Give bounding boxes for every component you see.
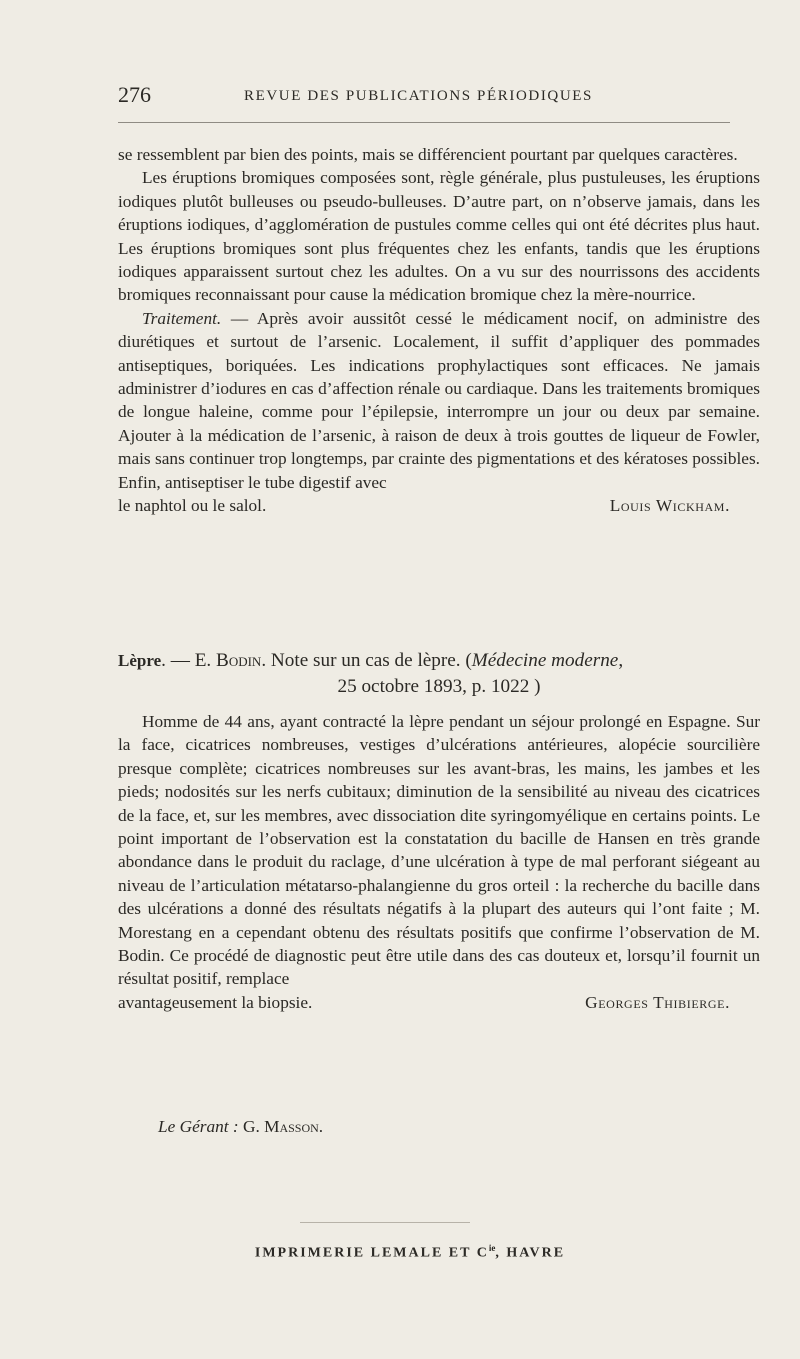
section-leprosy-case: [118, 710, 760, 1014]
case-last-line: avantageusement la biopsie.: [118, 992, 313, 1012]
gerant-label: Le Gérant :: [158, 1117, 239, 1136]
section-bromide-review: [118, 143, 760, 518]
page-header: [118, 82, 648, 112]
treatment-label: Traitement.: [142, 308, 222, 328]
article-title: . Note sur un cas de lèpre. (: [261, 650, 472, 671]
treatment-last-line: le naphtol ou le salol.: [118, 496, 267, 516]
gerant-name: G. Masson.: [238, 1117, 324, 1136]
article-author: Bodin: [216, 650, 262, 671]
article-dash: . — E.: [161, 650, 217, 671]
signature-line-1: [118, 494, 760, 517]
gerant-line: [158, 1117, 323, 1137]
page-number: 276: [118, 82, 151, 107]
article-date: 25 octobre 1893, p. 1022 ): [337, 676, 541, 697]
article-topic: Lèpre: [118, 651, 162, 670]
paragraph-treatment: [118, 307, 760, 494]
printer-name: IMPRIMERIE LEMALE ET C: [254, 1245, 489, 1261]
printer-sup: ie: [488, 1243, 496, 1253]
article-journal: Médecine moderne: [471, 650, 619, 671]
signature-wickham: Louis Wickham.: [609, 496, 730, 516]
footer-rule: [300, 1222, 470, 1223]
paragraph-continuation: se ressemblent par bien des points, mais se différencient pourtant par quelques caractères.: [118, 145, 738, 164]
signature-line-2: [118, 991, 760, 1014]
article-title-end: ,: [618, 650, 624, 671]
article-heading: [118, 648, 760, 700]
signature-thibierge: Georges Thibierge.: [585, 992, 730, 1012]
paragraph-eruptions: Les éruptions bromiques composées sont, règle générale, plus pustuleuses, les éruptions iodiques plutôt bulleuses ou pseudo-bulleuses. D’autre part, on n’observe jamais, dans les éruptions iodiques, d’agglomération de pustules comme celles qui ont été décrites plus haut. Les éruptions bromiques sont plus fréquentes chez les enfants, tandis que les éruptions iodiques apparaissent surtout chez les adultes. On a vu sur des nourrissons des accidents bromiques reconnaissant pour cause la médication bromique chez la mère-nourrice.: [118, 168, 760, 305]
running-title: REVUE DES PUBLICATIONS PÉRIODIQUES: [244, 88, 593, 104]
printer-imprint: [0, 1243, 800, 1262]
article-heading-line-1: [118, 648, 760, 674]
treatment-text: — Après avoir aussitôt cessé le médicament nocif, on administre des diurétiques et surtout de l’arsenic. Localement, il suffit d’appliquer des pommades antiseptiques, boriquées. Les indications prophylactiques sont efficaces. Ne jamais administrer d’iodures en cas d’affection rénale ou cardiaque. Dans les traitements bromiques de longue haleine, comme pour l’épilepsie, interrompre un jour ou deux par semaine. Ajouter à la médication de l’arsenic, à raison de deux à trois gouttes de liqueur de Fowler, mais sans continuer trop longtemps, par crainte des pigmentations et des kératoses possibles. Enfin, antiseptiser le tube digestif avec: [118, 308, 760, 492]
printer-city: , HAVRE: [495, 1245, 566, 1261]
paragraph-case: Homme de 44 ans, ayant contracté la lèpre pendant un séjour prolongé en Espagne. Sur la face, cicatrices nombreuses, vestiges d’ulcérations antérieures, alopécie sourcilière presque complète; cicatrices nombreuses sur les avant-bras, les mains, les jambes et les pieds; nodosités sur les nerfs cubitaux; diminution de la sensibilité au niveau des cicatrices de la face, et, sur les membres, avec dissociation dite syringomyélique en certains points. Le point important de l’observation est la constatation du bacille de Hansen en très grande abondance dans le produit du raclage, d’une ulcération à type de mal perforant siégeant au niveau de l’articulation métatarso-phalangienne du gros orteil : la recherche du bacille dans des ulcérations a donné des résultats négatifs à la plupart des auteurs qui l’ont faite ; M. Morestang en a cependant obtenu des résultats positifs que confirme l’observation de M. Bodin. Ce procédé de diagnostic peut être utile dans des cas douteux et, lorsqu’il fournit un résultat positif, remplace: [118, 712, 760, 989]
header-rule: [118, 122, 730, 123]
